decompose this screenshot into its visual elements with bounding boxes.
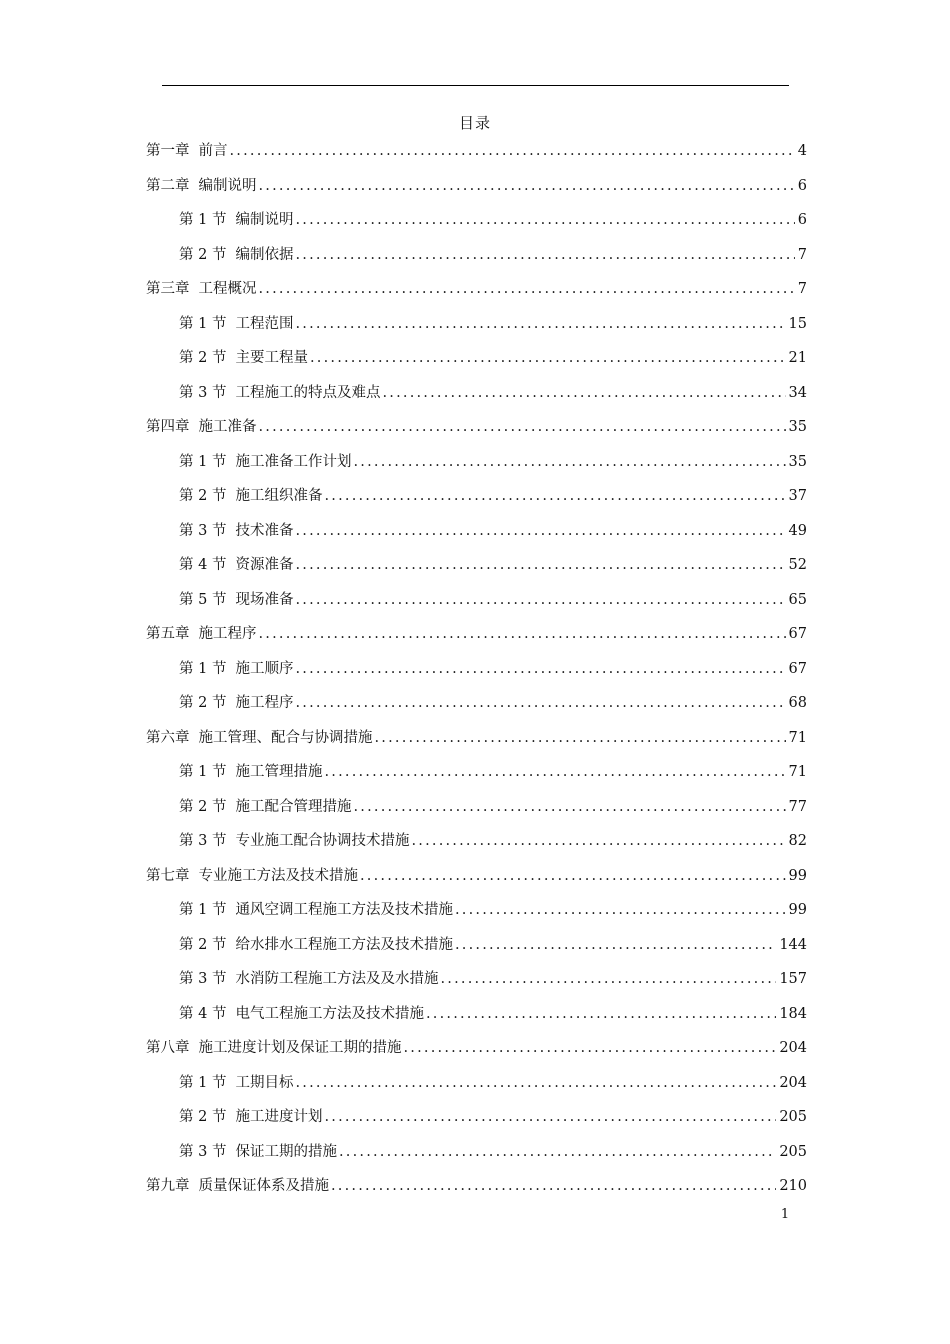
toc-entry-label	[146, 866, 358, 886]
toc-entry-label	[179, 348, 308, 368]
toc-entry-title: 工程概况	[198, 281, 257, 297]
toc-entry-title: 资源准备	[235, 557, 294, 573]
toc-dot-leader	[455, 900, 786, 920]
toc-entry-page: 34	[788, 384, 807, 401]
toc-entry-title: 编制说明	[198, 177, 257, 194]
toc-entry-number: 第 2 节	[179, 1109, 227, 1125]
toc-dot-leader	[324, 1107, 776, 1127]
toc-entry-page: 49	[788, 522, 807, 539]
toc-entry-number: 第 2 节	[179, 246, 227, 263]
toc-entry[interactable]	[179, 657, 807, 679]
toc-entry-label	[179, 831, 409, 851]
toc-entry[interactable]	[179, 760, 807, 782]
toc-entry-page: 71	[788, 764, 807, 780]
toc-entry-label	[179, 659, 293, 679]
toc-entry-title: 现场准备	[235, 591, 294, 608]
toc-entry-number: 第 2 节	[179, 695, 227, 711]
toc-entry-page: 21	[788, 350, 807, 366]
toc-entry-number: 第 3 节	[179, 1143, 227, 1160]
toc-entry[interactable]	[179, 381, 807, 403]
toc-entry-number: 第 1 节	[179, 764, 227, 780]
toc-dot-leader	[324, 486, 785, 506]
toc-entry[interactable]	[146, 277, 807, 299]
toc-entry-title: 专业施工方法及技术措施	[198, 867, 358, 884]
toc-dot-leader	[339, 1142, 776, 1162]
toc-entry-label	[179, 693, 293, 713]
toc-entry-number: 第二章	[146, 177, 190, 194]
toc-entry-label	[179, 900, 453, 920]
toc-entry-page: 205	[779, 1143, 807, 1160]
toc-entry-number: 第 3 节	[179, 971, 227, 987]
toc-dot-leader	[295, 659, 785, 679]
toc-entry-page: 15	[788, 315, 807, 332]
toc-entry-title: 质量保证体系及措施	[198, 1178, 329, 1194]
toc-entry-title: 施工配合管理措施	[235, 798, 352, 815]
toc-entry-label	[146, 1176, 329, 1196]
toc-entry[interactable]	[179, 588, 807, 610]
toc-entry-title: 施工准备工作计划	[235, 453, 352, 470]
toc-dot-leader	[375, 728, 786, 748]
toc-entry-page: 77	[788, 798, 807, 815]
toc-entry-number: 第三章	[146, 281, 190, 297]
toc-entry-page: 4	[797, 143, 807, 159]
toc-entry-page: 210	[779, 1178, 807, 1194]
toc-entry-number: 第一章	[146, 143, 190, 159]
toc-entry-title: 通风空调工程施工方法及技术措施	[235, 902, 453, 918]
toc-entry-label	[179, 314, 293, 334]
toc-entry-page: 157	[779, 971, 807, 987]
toc-entry[interactable]	[179, 1071, 807, 1093]
toc-dot-leader	[295, 555, 785, 575]
toc-entry-page: 68	[788, 695, 807, 711]
toc-dot-leader	[324, 762, 785, 782]
toc-entry-page: 35	[788, 453, 807, 470]
toc-dot-leader	[295, 314, 785, 334]
page-number: 1	[780, 1207, 790, 1222]
toc-entry[interactable]	[179, 312, 807, 334]
toc-entry-page: 7	[797, 281, 807, 297]
toc-entry[interactable]	[146, 864, 807, 886]
toc-entry[interactable]	[146, 174, 807, 196]
toc-entry[interactable]	[179, 691, 807, 713]
toc-entry-title: 工期目标	[235, 1074, 294, 1091]
toc-entry-page: 67	[788, 660, 807, 677]
toc-entry-number: 第 1 节	[179, 902, 227, 918]
toc-entry-label	[146, 176, 257, 196]
toc-entry-title: 编制说明	[235, 212, 294, 228]
toc-entry-label	[179, 210, 293, 230]
toc-dot-leader	[353, 797, 785, 817]
toc-entry-page: 204	[779, 1040, 807, 1056]
toc-dot-leader	[310, 348, 786, 368]
toc-entry-label	[179, 969, 438, 989]
toc-entry[interactable]	[146, 139, 807, 161]
toc-entry-page: 67	[788, 626, 807, 642]
toc-entry-number: 第 1 节	[179, 453, 227, 470]
toc-entry-title: 施工程序	[235, 695, 294, 711]
toc-dot-leader	[382, 383, 785, 403]
toc-entry-label	[179, 935, 453, 955]
toc-entry-title: 施工管理、配合与协调措施	[198, 729, 373, 746]
toc-entry-page: 144	[779, 936, 807, 953]
toc-entry-title: 编制依据	[235, 246, 294, 263]
toc-entry-label	[179, 383, 380, 403]
toc-entry-number: 第 5 节	[179, 591, 227, 608]
toc-dot-leader	[259, 279, 795, 299]
toc-entry-number: 第七章	[146, 867, 190, 884]
toc-entry-number: 第 2 节	[179, 488, 227, 504]
toc-dot-leader	[295, 590, 785, 610]
toc-dot-leader	[259, 417, 786, 437]
toc-entry-title: 前言	[198, 143, 228, 159]
toc-entry-title: 施工准备	[198, 419, 257, 435]
toc-dot-leader	[259, 176, 795, 196]
toc-dot-leader	[331, 1176, 776, 1196]
toc-entry[interactable]	[146, 622, 807, 644]
toc-entry-page: 205	[779, 1109, 807, 1125]
toc-entry[interactable]	[179, 1140, 807, 1162]
toc-entry-label	[179, 1107, 322, 1127]
toc-entry-page: 99	[788, 867, 807, 884]
toc-entry-page: 184	[779, 1005, 807, 1022]
toc-entry-page: 99	[788, 902, 807, 918]
toc-dot-leader	[295, 210, 794, 230]
toc-entry-page: 65	[788, 591, 807, 608]
toc-dot-leader	[230, 141, 795, 161]
toc-entry[interactable]	[179, 346, 807, 368]
toc-entry[interactable]	[146, 415, 807, 437]
toc-entry-title: 工程范围	[235, 315, 294, 332]
toc-dot-leader	[353, 452, 785, 472]
toc-dot-leader	[440, 969, 776, 989]
toc-dot-leader	[411, 831, 785, 851]
toc-entry-page: 82	[788, 833, 807, 849]
toc-entry-label	[179, 1073, 293, 1093]
toc-entry[interactable]	[179, 553, 807, 575]
toc-dot-leader	[295, 693, 785, 713]
toc-entry-number: 第四章	[146, 419, 190, 435]
toc-entry[interactable]	[179, 1002, 807, 1024]
toc-entry-label	[146, 728, 373, 748]
toc-entry-label	[146, 417, 257, 437]
toc-entry[interactable]	[146, 1174, 807, 1196]
toc-entry-number: 第 3 节	[179, 522, 227, 539]
toc-entry-number: 第五章	[146, 626, 190, 642]
toc-entry[interactable]	[179, 829, 807, 851]
toc-entry-page: 35	[788, 419, 807, 435]
toc-dot-leader	[295, 1073, 776, 1093]
toc-entry-number: 第 1 节	[179, 315, 227, 332]
toc-entry[interactable]	[179, 967, 807, 989]
toc-entry-label	[179, 521, 293, 541]
toc-entry-title: 给水排水工程施工方法及技术措施	[235, 936, 453, 953]
toc-entry-number: 第九章	[146, 1178, 190, 1194]
toc-entry-page: 37	[788, 488, 807, 504]
toc-entry-label	[179, 452, 351, 472]
header-rule	[162, 85, 789, 86]
toc-entry[interactable]	[179, 1105, 807, 1127]
toc-entry-title: 施工顺序	[235, 660, 294, 677]
toc-entry-number: 第 1 节	[179, 212, 227, 228]
toc-entry[interactable]	[179, 898, 807, 920]
toc-entry[interactable]	[179, 208, 807, 230]
toc-entry-number: 第 3 节	[179, 833, 227, 849]
toc-dot-leader	[455, 935, 776, 955]
toc-entry-label	[179, 555, 293, 575]
toc-entry[interactable]	[146, 726, 807, 748]
toc-entry-title: 施工进度计划	[235, 1109, 323, 1125]
toc-entry-number: 第 3 节	[179, 384, 227, 401]
toc-entry-page: 6	[797, 177, 807, 194]
toc-entry-title: 施工程序	[198, 626, 257, 642]
toc-entry-title: 主要工程量	[235, 350, 308, 366]
toc-dot-leader	[404, 1038, 777, 1058]
toc-entry-page: 6	[797, 212, 807, 228]
toc-entry-title: 水消防工程施工方法及及水措施	[235, 971, 439, 987]
toc-dot-leader	[295, 521, 785, 541]
toc-entry[interactable]	[179, 484, 807, 506]
toc-entry-number: 第六章	[146, 729, 190, 746]
toc-entry-page: 7	[797, 246, 807, 263]
toc-entry[interactable]	[179, 243, 807, 265]
toc-entry-page: 204	[779, 1074, 807, 1091]
toc-entry-title: 保证工期的措施	[235, 1143, 337, 1160]
toc-entry[interactable]	[179, 450, 807, 472]
toc-dot-leader	[426, 1004, 776, 1024]
toc-entry[interactable]	[146, 1036, 807, 1058]
toc-entry-label	[179, 590, 293, 610]
toc-entry-number: 第 4 节	[179, 557, 227, 573]
toc-entry-title: 专业施工配合协调技术措施	[235, 833, 410, 849]
toc-entry-title: 电气工程施工方法及技术措施	[235, 1005, 424, 1022]
toc-entry-label	[179, 762, 322, 782]
toc-entry-title: 施工进度计划及保证工期的措施	[198, 1040, 402, 1056]
toc-entry-number: 第八章	[146, 1040, 190, 1056]
toc-entry-page: 52	[788, 557, 807, 573]
toc-entry-number: 第 2 节	[179, 798, 227, 815]
toc-entry-title: 技术准备	[235, 522, 294, 539]
toc-entry-title: 施工管理措施	[235, 764, 323, 780]
toc-entry-number: 第 2 节	[179, 936, 227, 953]
toc-entry-number: 第 1 节	[179, 660, 227, 677]
toc-entry-number: 第 2 节	[179, 350, 227, 366]
toc-dot-leader	[259, 624, 786, 644]
toc-entry-number: 第 1 节	[179, 1074, 227, 1091]
toc-entry-label	[179, 486, 322, 506]
toc-entry[interactable]	[179, 795, 807, 817]
toc-dot-leader	[295, 245, 794, 265]
toc-entry-label	[179, 1142, 337, 1162]
toc-entry-label	[179, 797, 351, 817]
toc-entry-number: 第 4 节	[179, 1005, 227, 1022]
toc-entry-page: 71	[788, 729, 807, 746]
toc-entry[interactable]	[179, 933, 807, 955]
toc-entry[interactable]	[179, 519, 807, 541]
toc-dot-leader	[360, 866, 786, 886]
toc-title: 目录	[458, 114, 491, 132]
toc-entry-title: 施工组织准备	[235, 488, 323, 504]
toc-entry-label	[146, 141, 228, 161]
toc-entry-label	[146, 279, 257, 299]
toc-entry-label	[146, 1038, 402, 1058]
toc-entry-label	[146, 624, 257, 644]
toc-entry-label	[179, 245, 293, 265]
toc-entry-title: 工程施工的特点及难点	[235, 384, 381, 401]
toc-entry-label	[179, 1004, 424, 1024]
